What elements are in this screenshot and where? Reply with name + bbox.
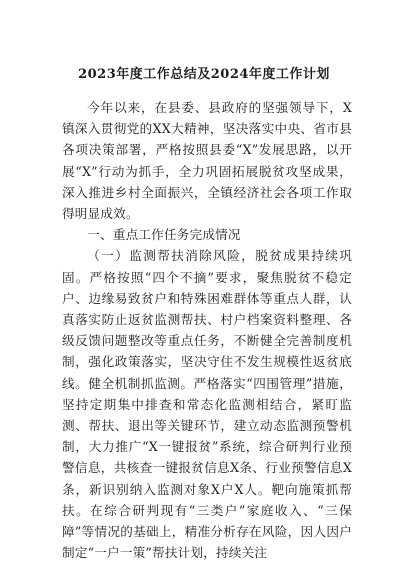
document-title: 2023年度工作总结及2024年度工作计划 bbox=[78, 67, 330, 82]
subsection-paragraph: （一）监测帮扶消除风险，脱贫成果持续巩固。严格按照“四个不摘”要求，聚焦脱贫不稳定户、边缘易致贫户和特殊困难群体等重点人群，认真落实防止返贫监测帮扶、村户档案资料整理、各级反馈问题整改等重点任务，不断健全完善制度机制，强化政策落实，坚决守住不发生规模性返贫底线。健全机制抓监测。严格落实“四围管理”措施，坚持定期集中排查和常态化监测相结合，紧盯监测、帮扶、退出等关键环节，建立动态监测预警机制，大力推广“X一键报贫”系统，综合研判行业预警信息，共核查一键报贫信息X条、行业预警信息X条，新识别纳入监测对象X户X人。靶向施策抓帮扶。在综合研判现有“三类户”家庭收入、“三保障”等情况的基础上，精准分析存在风险，因人因户制定“一户一策”帮扶计划，持续关注 bbox=[62, 248, 352, 561]
document-body bbox=[62, 97, 352, 563]
section-heading: 一、重点工作任务完成情况 bbox=[87, 227, 241, 243]
intro-paragraph: 今年以来，在县委、县政府的坚强领导下，X镇深入贯彻党的XX大精神，坚决落实中央、省市县各项决策部署，严格按照县委“X”发展思路，以开展“X”行动为抓手，全力巩固拓展脱贫攻坚成果，深入推进乡村全面振兴，全镇经济社会各项工作取得明显成效。 bbox=[62, 100, 352, 222]
